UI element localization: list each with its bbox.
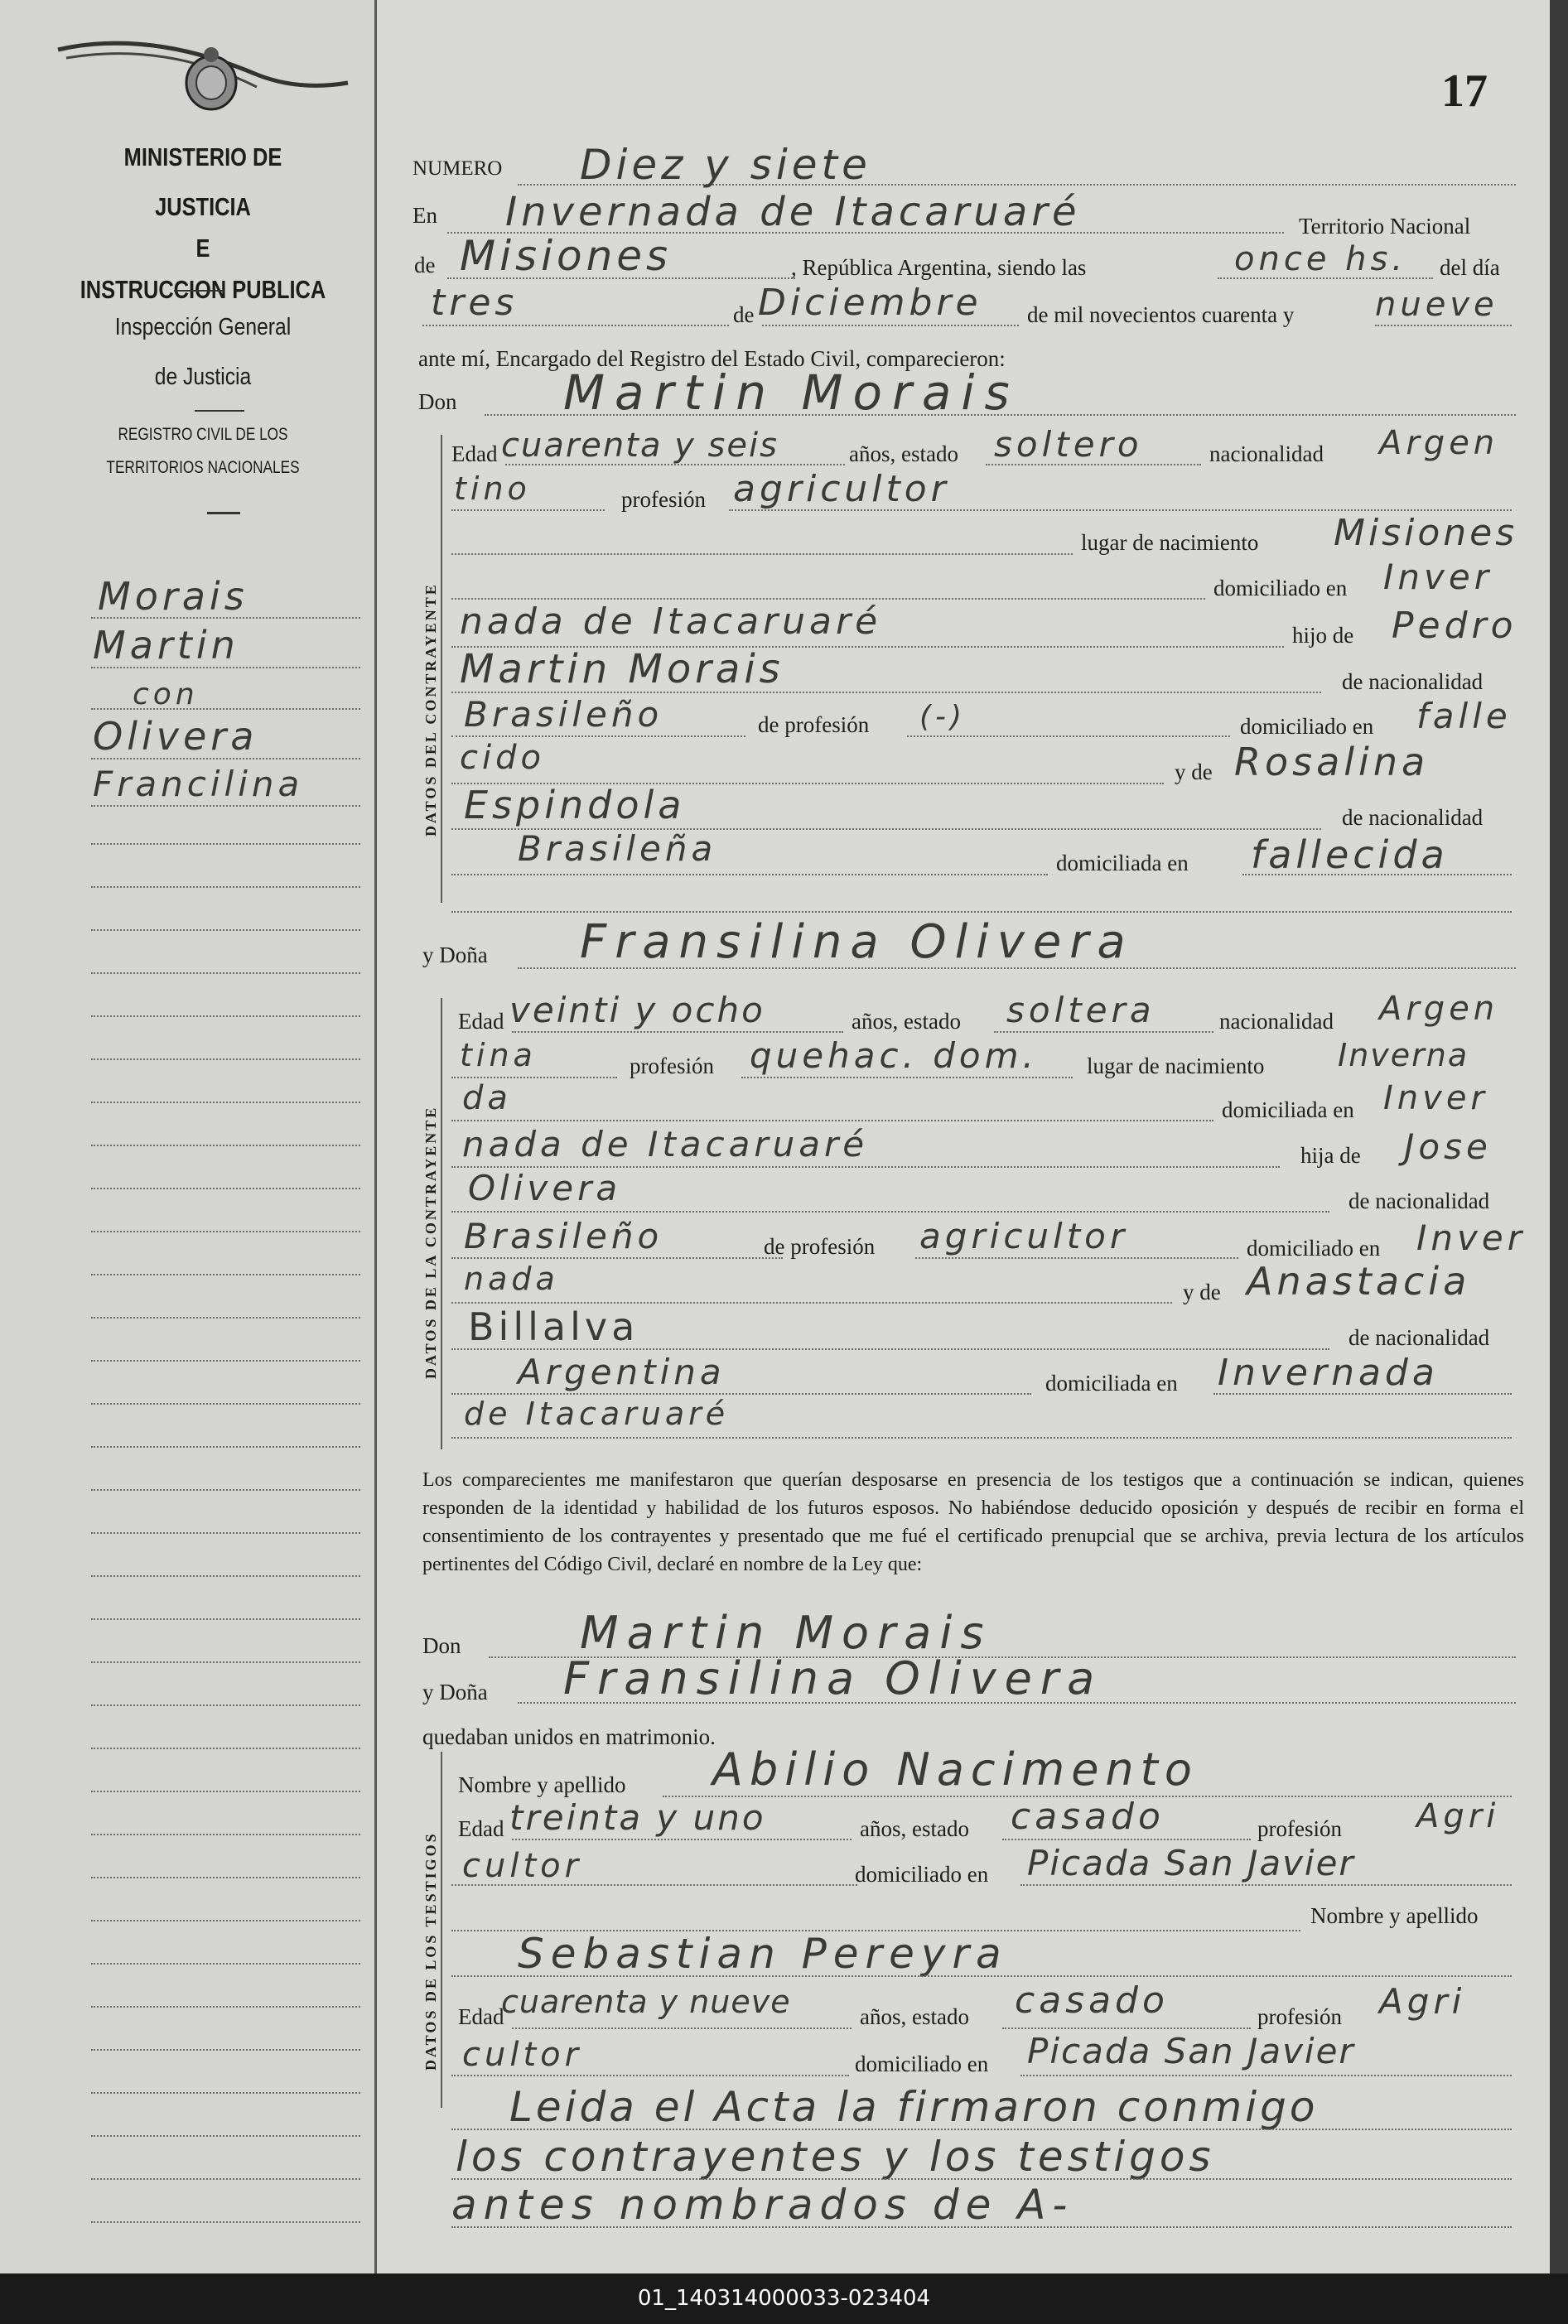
y-de-label: y de bbox=[1175, 759, 1213, 784]
left-margin-column bbox=[0, 0, 377, 2273]
ministry-line-2: E bbox=[195, 234, 210, 263]
bride-mother-dom-2: de Itacaruaré bbox=[464, 1396, 730, 1432]
lugar-label-2: lugar de nacimiento bbox=[1087, 1054, 1265, 1078]
profesion-label-3: profesión bbox=[1257, 1816, 1342, 1841]
dotted-line bbox=[512, 1839, 852, 1840]
witness1-domicilio: Picada San Javier bbox=[1027, 1843, 1355, 1883]
bride-nacionalidad-2: tina bbox=[460, 1037, 537, 1073]
nacionalidad-label-2: nacionalidad bbox=[1219, 1009, 1334, 1034]
domiciliado-label-4: domiciliado en bbox=[855, 2052, 989, 2076]
bride-father-dom-1: Inver bbox=[1416, 1217, 1526, 1258]
dotted-line bbox=[915, 1257, 1238, 1259]
bride-mother-dom-1: Invernada bbox=[1218, 1352, 1439, 1394]
dotted-line bbox=[762, 325, 1019, 326]
bride-profesion: quehac. dom. bbox=[750, 1035, 1038, 1076]
groom-father-dom-1: falle bbox=[1416, 696, 1512, 736]
groom-domicilio-1: Inver bbox=[1383, 557, 1493, 597]
groom-mother-1: Rosalina bbox=[1234, 740, 1430, 784]
dotted-line bbox=[451, 1302, 1172, 1304]
y-de-label-2: y de bbox=[1183, 1280, 1221, 1304]
witness2-name: Sebastian Pereyra bbox=[518, 1930, 1008, 1978]
edad-label: Edad bbox=[451, 441, 498, 466]
groom-name: Martin Morais bbox=[563, 364, 1020, 421]
divider bbox=[207, 512, 240, 514]
dotted-line bbox=[422, 325, 729, 326]
ante-mi-text: ante mí, Encargado del Registro del Estado Civil, comparecieron: bbox=[418, 346, 1006, 371]
dotted-line bbox=[451, 1077, 617, 1078]
groom-nacionalidad-2: tino bbox=[454, 470, 531, 507]
republica-label: , República Argentina, siendo las bbox=[791, 255, 1087, 280]
hijo-label: hijo de bbox=[1292, 623, 1354, 648]
madre-nac-label: de nacionalidad bbox=[1342, 805, 1484, 830]
dotted-line bbox=[451, 1348, 1329, 1350]
del-dia-label: del día bbox=[1440, 255, 1500, 280]
right-edge bbox=[1550, 0, 1568, 2273]
bride-section-label: DATOS DE LA CONTRAYENTE bbox=[422, 1105, 439, 1379]
scan-identifier: 01_140314000033-023404 bbox=[0, 2273, 1568, 2324]
dotted-line bbox=[1002, 1839, 1251, 1840]
dotted-line bbox=[451, 2178, 1512, 2180]
groom-nacionalidad-1: Argen bbox=[1379, 424, 1499, 462]
groom-father-prof: (-) bbox=[919, 700, 967, 734]
dotted-line bbox=[451, 1257, 783, 1259]
dotted-line bbox=[451, 2129, 1512, 2130]
inspeccion-header bbox=[73, 302, 334, 402]
registro-line-2: TERRITORIOS NACIONALES bbox=[106, 458, 300, 477]
madre-dom-label-2: domiciliada en bbox=[1045, 1371, 1178, 1396]
dotted-line bbox=[451, 1120, 1213, 1121]
witnesses-section-label: DATOS DE LOS TESTIGOS bbox=[422, 1831, 439, 2071]
dotted-line bbox=[994, 1031, 1213, 1033]
bride-estado: soltera bbox=[1006, 990, 1155, 1030]
page-number: 17 bbox=[1441, 65, 1488, 117]
de-value: Misiones bbox=[460, 232, 673, 280]
profesion-label-2: profesión bbox=[630, 1054, 714, 1078]
de2-label: de bbox=[733, 302, 755, 327]
divider bbox=[174, 290, 224, 292]
de-label: de bbox=[414, 253, 436, 277]
domiciliado-label-3: domiciliado en bbox=[855, 1862, 989, 1887]
dotted-line bbox=[451, 1393, 1031, 1395]
anios-estado-label-3: años, estado bbox=[860, 1816, 969, 1841]
dotted-line bbox=[451, 692, 1321, 693]
dotted-line bbox=[1002, 2027, 1251, 2029]
edad-label-3: Edad bbox=[458, 1816, 504, 1841]
bride-mother-nac: Argentina bbox=[518, 1352, 726, 1392]
closing-line-3: antes nombrados de A- bbox=[451, 2181, 1074, 2229]
anio-value: nueve bbox=[1375, 286, 1498, 324]
margin-note-name: Martin bbox=[93, 623, 239, 668]
bride-domicilio-2: nada de Itacaruaré bbox=[462, 1124, 869, 1164]
profesion-label-4: profesión bbox=[1257, 2004, 1342, 2029]
dotted-line bbox=[451, 598, 1205, 600]
groom-father-dom-2: cido bbox=[460, 739, 545, 777]
closing-line-1: Leida el Acta la firmaron conmigo bbox=[509, 2083, 1319, 2131]
madre-nac-label-2: de nacionalidad bbox=[1348, 1325, 1490, 1350]
witness2-prof-2: cultor bbox=[462, 2036, 583, 2074]
union-don-label: Don bbox=[422, 1633, 461, 1658]
padre-dom-label-2: domiciliado en bbox=[1247, 1236, 1381, 1261]
witness1-prof-1: Agri bbox=[1416, 1797, 1500, 1835]
mes-value: Diciembre bbox=[758, 282, 982, 324]
bride-mother-2: Billalva bbox=[468, 1304, 639, 1349]
section-bracket bbox=[441, 998, 442, 1449]
dia-value: tres bbox=[431, 282, 519, 324]
section-bracket bbox=[441, 1752, 442, 2108]
ministry-header bbox=[77, 133, 328, 315]
section-bracket bbox=[441, 435, 442, 903]
margin-note-bride-name: Francilina bbox=[93, 764, 304, 804]
bride-father-2: Olivera bbox=[468, 1168, 622, 1208]
groom-lugar: Misiones bbox=[1334, 512, 1518, 554]
numero-label: NUMERO bbox=[413, 157, 503, 180]
groom-domicilio-2: nada de Itacaruaré bbox=[460, 600, 882, 643]
dotted-line bbox=[451, 1211, 1329, 1213]
witness1-age: treinta y uno bbox=[509, 1797, 766, 1838]
dotted-line bbox=[451, 911, 1512, 913]
don-label: Don bbox=[418, 389, 457, 414]
anios-estado-label: años, estado bbox=[849, 441, 958, 466]
anio-label: de mil novecientos cuarenta y bbox=[1027, 302, 1295, 327]
bride-father-1: Jose bbox=[1404, 1126, 1492, 1167]
bride-lugar-1: Inverna bbox=[1338, 1037, 1469, 1073]
groom-section-label: DATOS DEL CONTRAYENTE bbox=[422, 582, 439, 837]
bride-father-dom-2: nada bbox=[464, 1261, 559, 1297]
dotted-line bbox=[451, 1437, 1512, 1439]
anios-estado-label-4: años, estado bbox=[860, 2004, 969, 2029]
margin-note-con: con bbox=[133, 677, 199, 711]
registro-header bbox=[77, 418, 328, 485]
dotted-line bbox=[451, 874, 1048, 875]
dotted-line bbox=[451, 553, 1073, 555]
hora-value: once hs. bbox=[1234, 240, 1407, 278]
witness2-estado: casado bbox=[1015, 1979, 1169, 2022]
margin-note-bride-surname: Olivera bbox=[93, 714, 258, 759]
groom-profesion: agricultor bbox=[733, 468, 950, 510]
union-dona-label: y Doña bbox=[422, 1680, 488, 1704]
de-profesion-label-2: de profesión bbox=[764, 1234, 876, 1259]
dotted-line bbox=[741, 1077, 1073, 1078]
dotted-line bbox=[451, 2226, 1512, 2228]
nombre2-label: Nombre y apellido bbox=[1310, 1903, 1479, 1928]
territorio-label: Territorio Nacional bbox=[1299, 214, 1471, 239]
domiciliado-label: domiciliado en bbox=[1213, 576, 1348, 600]
witness1-name: Abilio Nacimento bbox=[712, 1743, 1199, 1796]
edad-label-2: Edad bbox=[458, 1009, 504, 1034]
dotted-line bbox=[1020, 2075, 1512, 2076]
ministry-line-1: MINISTERIO DE JUSTICIA bbox=[123, 142, 282, 221]
anios-estado-label-2: años, estado bbox=[852, 1009, 961, 1034]
union-groom-name: Martin Morais bbox=[580, 1607, 992, 1659]
coat-of-arms-seal bbox=[50, 25, 356, 116]
dotted-line bbox=[512, 1031, 843, 1033]
hija-label: hija de bbox=[1300, 1143, 1361, 1168]
de-nacionalidad-label-2: de nacionalidad bbox=[1348, 1189, 1490, 1213]
nacionalidad-label: nacionalidad bbox=[1209, 441, 1324, 466]
declaration-text: Los comparecientes me manifestaron que querían desposarse en presencia de los testigos que a continuación se indican, quienes responden de la identidad y habilidad de los futuros esposos. No habiéndose deducido oposición y después de recibir en forma el consentimiento de los contrayentes y presentado que me fué el certificado prenupcial que se archiva, previa lectura de los artículos pertinentes del Código Civil, declaré en nombre de la Ley que: bbox=[422, 1469, 1524, 1575]
groom-father-2: Martin Morais bbox=[460, 646, 784, 692]
groom-age: cuarenta y seis bbox=[501, 427, 779, 465]
union-bride-name: Fransilina Olivera bbox=[563, 1652, 1103, 1704]
groom-mother-2: Espindola bbox=[464, 783, 686, 827]
groom-mother-nac: Brasileña bbox=[518, 828, 717, 869]
en-label: En bbox=[413, 203, 437, 228]
dotted-line bbox=[1375, 325, 1512, 326]
dotted-line bbox=[512, 2027, 852, 2029]
dotted-line bbox=[451, 2075, 849, 2076]
en-value: Invernada de Itacaruaré bbox=[505, 189, 1081, 235]
profesion-label: profesión bbox=[621, 487, 706, 512]
groom-father-1: Pedro bbox=[1392, 605, 1517, 647]
bride-domicilio-1: Inver bbox=[1383, 1079, 1488, 1117]
inspeccion-line-2: de Justicia bbox=[154, 364, 252, 390]
witness2-age: cuarenta y nueve bbox=[501, 1984, 791, 2020]
witness2-prof-1: Agri bbox=[1379, 1981, 1466, 2022]
quedaban-text: quedaban unidos en matrimonio. bbox=[422, 1724, 716, 1749]
bride-mother-1: Anastacia bbox=[1247, 1259, 1471, 1304]
bride-name: Fransilina Olivera bbox=[580, 915, 1134, 969]
bride-father-prof: agricultor bbox=[919, 1216, 1129, 1256]
closing-line-2: los contrayentes y los testigos bbox=[456, 2133, 1215, 2181]
bride-age: veinti y ocho bbox=[509, 990, 765, 1030]
ministry-line-3: INSTRUCCION PUBLICA bbox=[80, 275, 326, 304]
dotted-line bbox=[451, 1975, 1512, 1977]
witness1-estado: casado bbox=[1011, 1796, 1165, 1838]
bride-nacionalidad-1: Argen bbox=[1379, 990, 1499, 1028]
bride-father-nac: Brasileño bbox=[464, 1216, 663, 1256]
lugar-label: lugar de nacimiento bbox=[1081, 530, 1259, 555]
de-nacionalidad-label: de nacionalidad bbox=[1342, 669, 1484, 694]
dotted-line bbox=[907, 735, 1230, 737]
divider bbox=[195, 410, 244, 412]
nombre-label: Nombre y apellido bbox=[458, 1772, 626, 1797]
padre-dom-label: domiciliado en bbox=[1240, 714, 1374, 739]
numero-value: Diez y siete bbox=[580, 141, 871, 189]
groom-estado: soltero bbox=[994, 424, 1143, 465]
margin-note-surname: Morais bbox=[98, 574, 248, 619]
edad-label-4: Edad bbox=[458, 2004, 504, 2029]
witness1-prof-2: cultor bbox=[462, 1847, 583, 1885]
dotted-line bbox=[451, 735, 745, 737]
dotted-line bbox=[451, 1884, 857, 1886]
dona-label: y Doña bbox=[422, 943, 488, 967]
inspeccion-line-1: Inspección General bbox=[114, 314, 292, 340]
registro-line-1: REGISTRO CIVIL DE LOS bbox=[118, 425, 288, 444]
bride-lugar-2: da bbox=[462, 1079, 512, 1117]
groom-mother-dom: fallecida bbox=[1251, 832, 1449, 877]
de-profesion-label: de profesión bbox=[758, 712, 870, 737]
dotted-line bbox=[451, 509, 605, 511]
witness2-domicilio: Picada San Javier bbox=[1027, 2031, 1355, 2071]
domiciliada-label: domiciliada en bbox=[1222, 1097, 1354, 1122]
dotted-line bbox=[1020, 1884, 1512, 1886]
groom-father-nac: Brasileño bbox=[464, 694, 663, 735]
madre-dom-label: domiciliada en bbox=[1056, 851, 1189, 875]
